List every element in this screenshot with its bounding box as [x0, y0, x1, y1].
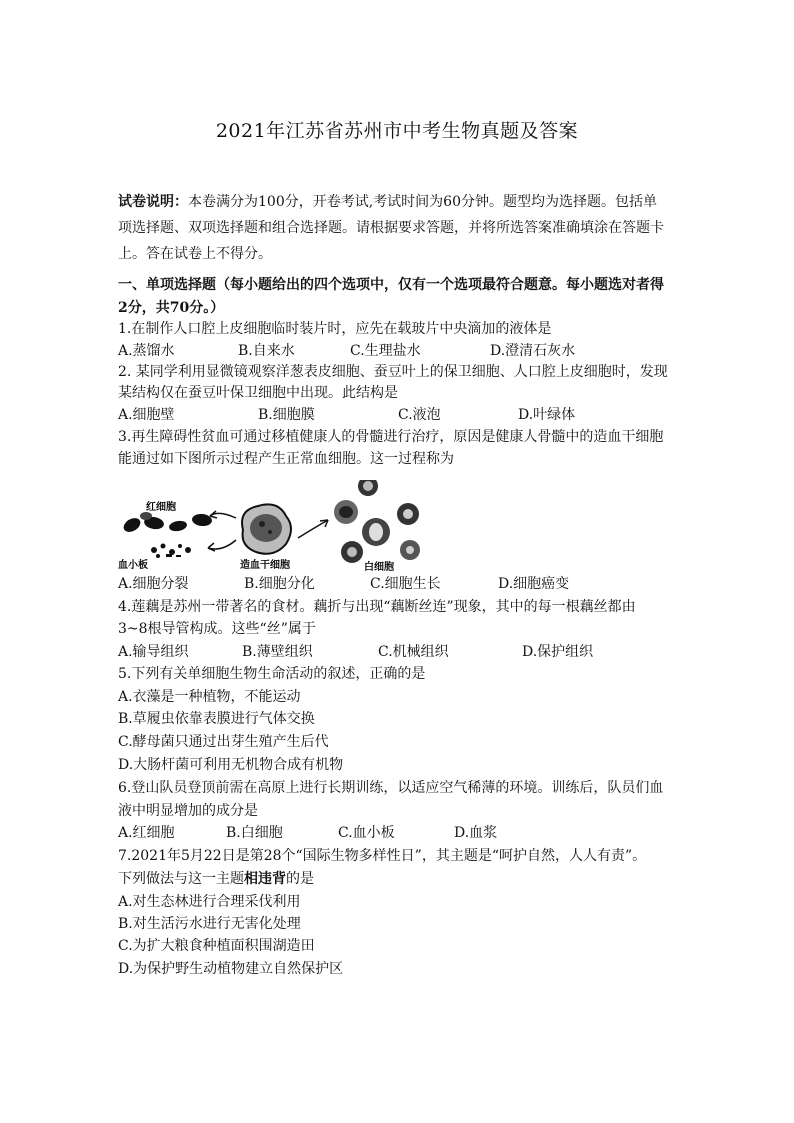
- q7-stem-2: [118, 870, 314, 888]
- page-title: 2021年江苏省苏州市中考生物真题及答案: [215, 120, 579, 142]
- option: A.输导组织: [118, 644, 189, 660]
- q7-option-d: D.为保护野生动植物建立自然保护区: [118, 961, 344, 977]
- q7-stem-end: 的是: [286, 871, 314, 887]
- option: D.血浆: [454, 825, 498, 841]
- option: C.机械组织: [378, 644, 449, 660]
- q5-option-b: B.草履虫依靠表膜进行气体交换: [118, 711, 315, 727]
- option: D.细胞癌变: [498, 576, 570, 592]
- blood-cell-figure: [118, 480, 448, 572]
- section-heading-1: 一、单项选择题（每小题给出的四个选项中，仅有一个选项最符合题意。每小题选对者得: [118, 277, 664, 293]
- q6-stem-1: 6.登山队员登顶前需在高原上进行长期训练，以适应空气稀薄的环境。训练后，队员们血: [118, 780, 664, 796]
- q1-stem: 1.在制作人口腔上皮细胞临时装片时，应先在载玻片中央滴加的液体是: [118, 321, 552, 337]
- option: D.澄清石灰水: [490, 343, 576, 359]
- label-stem: 造血干细胞: [240, 560, 290, 571]
- intro-label: 试卷说明：: [118, 194, 188, 210]
- intro-line-1: [118, 193, 657, 211]
- q4-stem-2: 3~8根导管构成。这些“丝”属于: [118, 621, 316, 637]
- q7-option-b: B.对生活污水进行无害化处理: [118, 916, 301, 932]
- q4-stem-1: 4.莲藕是苏州一带著名的食材。藕折与出现“藕断丝连”现象，其中的每一根藕丝都由: [118, 599, 636, 615]
- q7-emphasis: 相违背: [244, 871, 286, 887]
- red-cells-icon: [121, 512, 212, 535]
- q7-option-a: A.对生态林进行合理采伐利用: [118, 894, 301, 910]
- intro-line-2: 项选择题、双项选择题和组合选择题。请根据要求答题，并将所选答案准确填涂在答题卡: [118, 220, 664, 236]
- arrow-right-icon: [298, 520, 328, 538]
- option: A.红细胞: [118, 825, 175, 841]
- option: B.自来水: [238, 343, 295, 359]
- q5-stem: 5.下列有关单细胞生物生命活动的叙述，正确的是: [118, 666, 426, 682]
- option: A.细胞分裂: [118, 576, 189, 592]
- intro-text-1: 本卷满分为100分，开卷考试,考试时间为60分钟。题型均为选择题。包括单: [188, 194, 657, 210]
- stem-cell-icon: [242, 504, 291, 553]
- option: C.血小板: [338, 825, 395, 841]
- label-platelet: 血小板: [118, 560, 148, 571]
- q6-stem-2: 液中明显增加的成分是: [118, 803, 258, 819]
- option: B.白细胞: [226, 825, 283, 841]
- q7-stem-text: 下列做法与这一主题: [118, 871, 244, 887]
- option: C.细胞生长: [370, 576, 441, 592]
- option: B.细胞膜: [258, 407, 315, 423]
- q5-option-d: D.大肠杆菌可利用无机物合成有机物: [118, 757, 344, 773]
- q3-stem-1: 3.再生障碍性贫血可通过移植健康人的骨髓进行治疗，原因是健康人骨髓中的造血干细胞: [118, 429, 664, 445]
- hematopoiesis-diagram: [118, 480, 448, 572]
- option: B.薄壁组织: [242, 644, 313, 660]
- q5-option-a: A.衣藻是一种植物，不能运动: [118, 689, 301, 705]
- option: C.液泡: [398, 407, 441, 423]
- option: A.蒸馏水: [118, 343, 175, 359]
- intro-line-3: 上。答在试卷上不得分。: [118, 246, 272, 262]
- label-red: 红细胞: [146, 502, 176, 513]
- q7-option-c: C.为扩大粮食种植面积围湖造田: [118, 938, 315, 954]
- platelets-icon: [151, 544, 191, 559]
- option: C.生理盐水: [350, 343, 421, 359]
- q2-stem-2: 某结构仅在蚕豆叶保卫细胞中出现。此结构是: [118, 385, 398, 401]
- q7-stem-1: 7.2021年5月22日是第28个“国际生物多样性日”，其主题是“呵护自然，人人有责”。: [118, 848, 647, 864]
- option: B.细胞分化: [244, 576, 315, 592]
- q2-stem-1: 2. 某同学利用显微镜观察洋葱表皮细胞、蚕豆叶上的保卫细胞、人口腔上皮细胞时，发现: [118, 364, 668, 380]
- option: D.叶绿体: [518, 407, 576, 423]
- q5-option-c: C.酵母菌只通过出芽生殖产生后代: [118, 734, 329, 750]
- label-white: 白细胞: [364, 562, 394, 572]
- white-cells-icon: [334, 480, 420, 563]
- section-heading-2: 2分，共70分。）: [118, 300, 225, 316]
- q3-stem-2: 能通过如下图所示过程产生正常血细胞。这一过程称为: [118, 451, 454, 467]
- option: A.细胞壁: [118, 407, 175, 423]
- option: D.保护组织: [522, 644, 594, 660]
